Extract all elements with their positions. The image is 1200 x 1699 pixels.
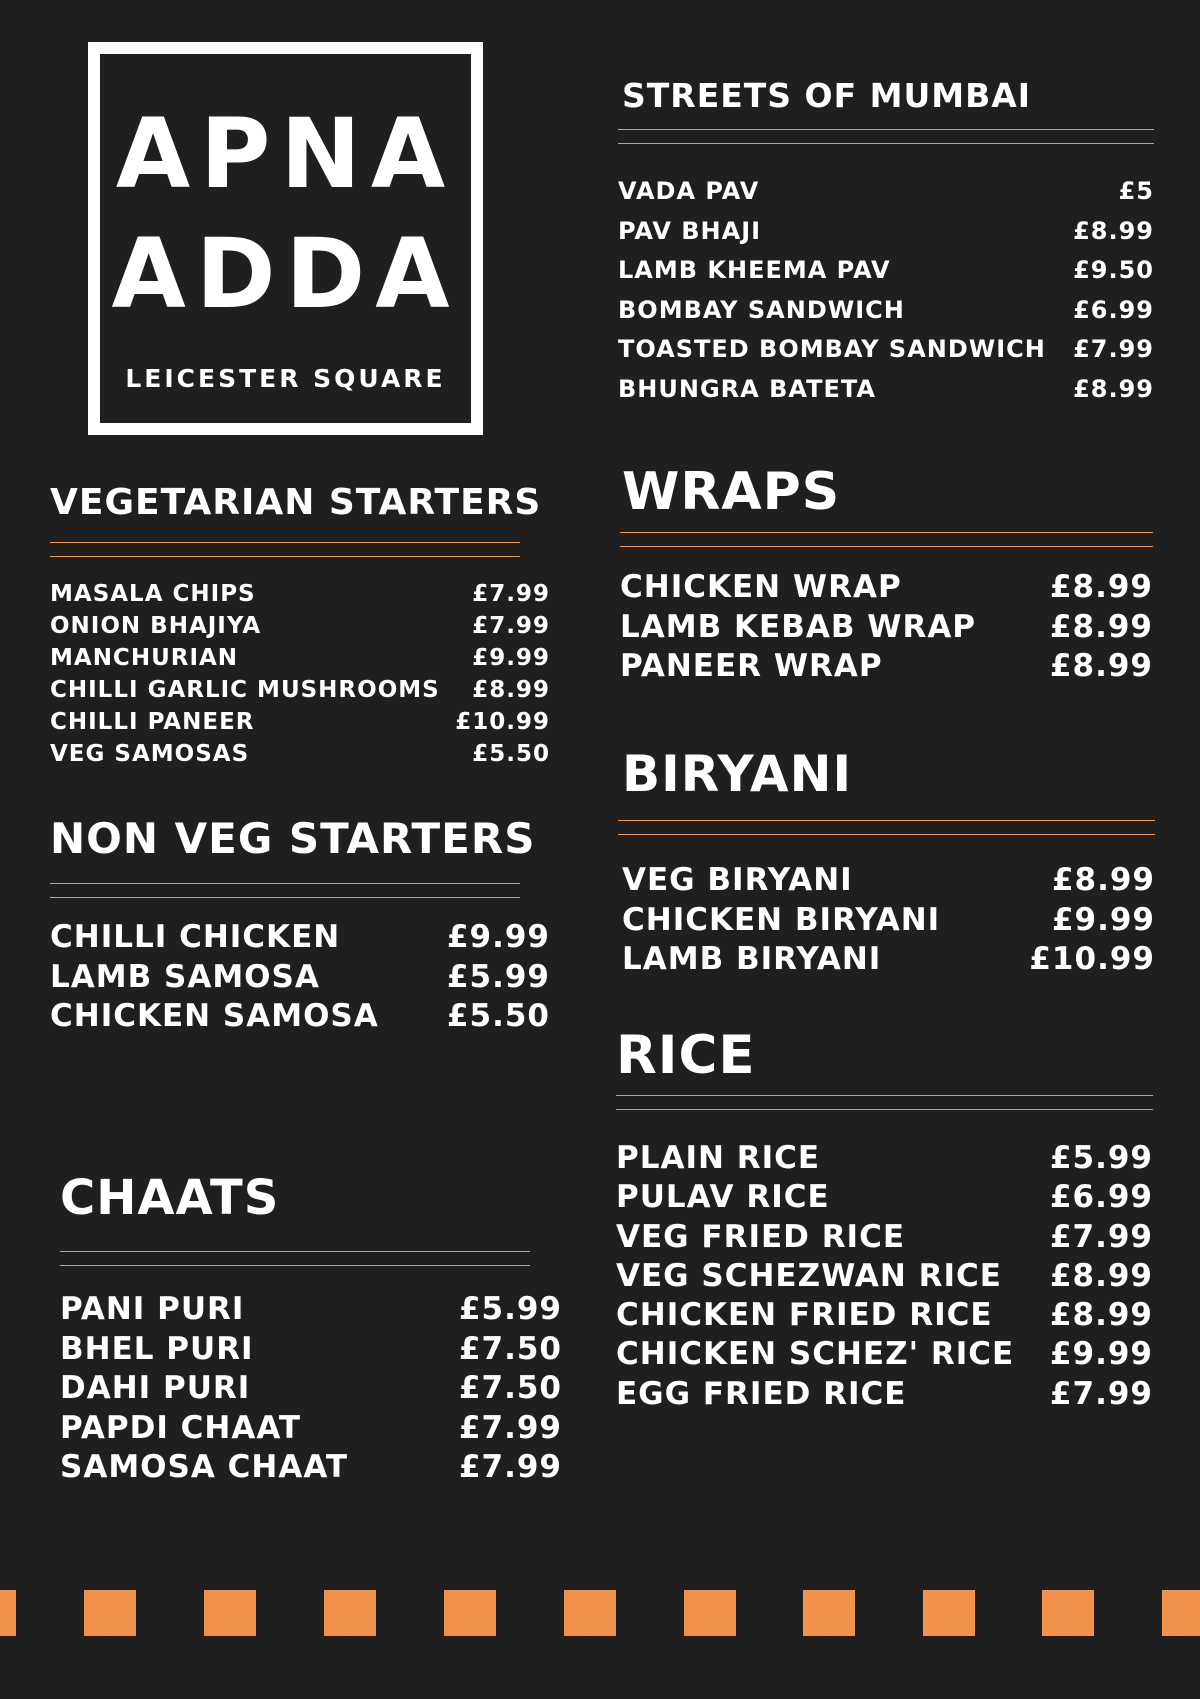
- item-name: CHICKEN BIRYANI: [622, 901, 941, 938]
- menu-item: [616, 1178, 1153, 1217]
- menu-item: [618, 251, 1154, 291]
- menu-item: [616, 1296, 1153, 1335]
- decorative-square: [84, 1590, 136, 1636]
- menu-item: [616, 1139, 1153, 1178]
- logo-subtitle: LEICESTER SQUARE: [125, 364, 446, 393]
- item-price: £7.50: [458, 1330, 562, 1367]
- section-vegetarian-starters: [50, 480, 550, 780]
- item-name: SAMOSA CHAAT: [60, 1449, 349, 1485]
- section-chaats: [60, 1170, 562, 1490]
- menu-item: [618, 172, 1154, 212]
- menu-item: [622, 940, 1155, 980]
- decorative-square: [684, 1590, 736, 1636]
- item-price: £5.99: [446, 958, 550, 995]
- divider: [618, 129, 1154, 130]
- divider: [618, 834, 1155, 835]
- section-title: WRAPS: [622, 462, 841, 522]
- item-name: BHUNGRA BATETA: [618, 374, 876, 403]
- item-price: £7.99: [1049, 1375, 1153, 1412]
- item-name: LAMB SAMOSA: [50, 958, 320, 995]
- item-name: CHICKEN SCHEZ' RICE: [616, 1336, 1015, 1373]
- menu-item: [60, 1290, 562, 1330]
- item-price: £7.99: [458, 1409, 562, 1446]
- menu-item: [50, 918, 550, 958]
- decorative-squares: [0, 1590, 1200, 1636]
- menu-item: [620, 608, 1153, 648]
- section-streets-of-mumbai: [618, 72, 1154, 412]
- item-name: PAPDI CHAAT: [60, 1409, 302, 1446]
- item-name: VEG SCHEZWAN RICE: [616, 1257, 1002, 1294]
- section-title: BIRYANI: [622, 745, 853, 803]
- item-list: [50, 578, 550, 770]
- menu-item: [50, 578, 550, 610]
- menu-item: [616, 1335, 1153, 1374]
- logo-line-1: APNA: [115, 98, 456, 210]
- menu-item: [622, 901, 1155, 941]
- menu-item: [50, 674, 550, 706]
- item-name: PULAV RICE: [616, 1179, 830, 1216]
- menu-item: [618, 370, 1154, 410]
- divider: [618, 820, 1155, 821]
- item-price: £9.50: [1073, 256, 1154, 284]
- item-name: EGG FRIED RICE: [616, 1375, 907, 1412]
- divider: [50, 556, 520, 557]
- item-name: CHILLI GARLIC MUSHROOMS: [50, 677, 440, 703]
- item-list: [50, 918, 550, 1037]
- item-price: £10.99: [455, 709, 550, 735]
- menu-item: [60, 1369, 562, 1409]
- menu-item: [50, 706, 550, 738]
- item-name: PAV BHAJI: [618, 216, 762, 245]
- item-price: £8.99: [1049, 648, 1153, 684]
- menu-item: [622, 861, 1155, 901]
- item-list: [620, 568, 1153, 687]
- item-price: £7.99: [472, 613, 550, 639]
- item-price: £10.99: [1029, 941, 1155, 977]
- item-name: PANI PURI: [60, 1291, 245, 1327]
- decorative-square: [324, 1590, 376, 1636]
- decorative-square: [204, 1590, 256, 1636]
- section-wraps: [620, 462, 1153, 692]
- section-biryani: [618, 745, 1155, 985]
- item-name: CHILLI CHICKEN: [50, 919, 341, 955]
- section-non-veg-starters: [50, 812, 550, 1042]
- item-price: £8.99: [1049, 569, 1153, 605]
- divider: [60, 1265, 530, 1266]
- menu-item: [618, 330, 1154, 370]
- decorative-square: [1162, 1590, 1200, 1636]
- menu-item: [618, 212, 1154, 252]
- item-name: PANEER WRAP: [620, 648, 883, 684]
- item-price: £5: [1118, 177, 1154, 205]
- divider: [50, 883, 520, 884]
- item-name: CHICKEN FRIED RICE: [616, 1297, 993, 1334]
- item-price: £7.99: [1049, 1218, 1153, 1255]
- item-price: £8.99: [1073, 374, 1154, 403]
- item-price: £6.99: [1073, 295, 1154, 324]
- divider: [618, 143, 1154, 144]
- item-name: VEG SAMOSAS: [50, 741, 250, 767]
- item-name: LAMB BIRYANI: [622, 941, 882, 977]
- item-price: £7.99: [1073, 335, 1154, 363]
- item-price: £8.99: [1051, 862, 1155, 898]
- divider: [616, 1095, 1153, 1096]
- divider: [50, 897, 520, 898]
- item-price: £9.99: [472, 645, 550, 671]
- menu-item: [616, 1375, 1153, 1414]
- item-price: £8.99: [1049, 608, 1153, 645]
- item-name: MASALA CHIPS: [50, 581, 256, 607]
- item-price: £7.99: [458, 1449, 562, 1485]
- item-price: £8.99: [1049, 1297, 1153, 1334]
- item-price: £7.99: [472, 581, 550, 607]
- item-name: CHICKEN WRAP: [620, 569, 902, 605]
- item-list: [622, 861, 1155, 980]
- item-name: LAMB KHEEMA PAV: [618, 256, 891, 284]
- item-price: £5.50: [446, 998, 550, 1034]
- menu-item: [50, 958, 550, 998]
- menu-item: [50, 610, 550, 642]
- divider: [50, 542, 520, 543]
- item-price: £8.99: [1049, 1257, 1153, 1294]
- item-name: VEG BIRYANI: [622, 862, 853, 898]
- item-name: VEG FRIED RICE: [616, 1218, 906, 1255]
- decorative-square: [444, 1590, 496, 1636]
- item-price: £9.99: [1049, 1336, 1153, 1373]
- menu-item: [60, 1409, 562, 1449]
- item-name: BHEL PURI: [60, 1330, 254, 1367]
- item-name: PLAIN RICE: [616, 1140, 821, 1176]
- decorative-square: [0, 1590, 16, 1636]
- item-name: ONION BHAJIYA: [50, 613, 262, 639]
- item-price: £5.99: [1049, 1140, 1153, 1176]
- item-list: [616, 1139, 1153, 1414]
- section-title: VEGETARIAN STARTERS: [50, 482, 542, 523]
- menu-item: [620, 568, 1153, 608]
- menu-item: [616, 1257, 1153, 1296]
- item-price: £8.99: [472, 677, 550, 703]
- divider: [620, 532, 1153, 533]
- item-name: VADA PAV: [618, 177, 760, 205]
- item-list: [60, 1290, 562, 1488]
- divider: [616, 1109, 1153, 1110]
- section-title: NON VEG STARTERS: [50, 814, 536, 863]
- menu-item: [50, 642, 550, 674]
- item-name: CHILLI PANEER: [50, 709, 255, 735]
- menu-item: [620, 647, 1153, 687]
- decorative-square: [923, 1590, 975, 1636]
- item-price: £8.99: [1073, 216, 1154, 245]
- menu-item: [618, 291, 1154, 331]
- menu-item: [60, 1330, 562, 1370]
- item-name: LAMB KEBAB WRAP: [620, 608, 977, 645]
- section-title: STREETS OF MUMBAI: [622, 76, 1032, 115]
- item-price: £7.50: [458, 1370, 562, 1406]
- logo-line-2: ADDA: [111, 218, 460, 330]
- item-name: BOMBAY SANDWICH: [618, 295, 905, 324]
- item-name: MANCHURIAN: [50, 645, 239, 671]
- decorative-square: [1042, 1590, 1094, 1636]
- menu-item: [50, 997, 550, 1037]
- item-price: £5.99: [458, 1291, 562, 1327]
- section-title: CHAATS: [60, 1170, 280, 1226]
- item-name: DAHI PURI: [60, 1370, 251, 1406]
- section-title: RICE: [616, 1025, 756, 1086]
- logo: [88, 42, 483, 435]
- decorative-square: [803, 1590, 855, 1636]
- divider: [620, 546, 1153, 547]
- decorative-square: [564, 1590, 616, 1636]
- section-rice: [616, 1025, 1153, 1425]
- menu-item: [616, 1218, 1153, 1257]
- item-name: CHICKEN SAMOSA: [50, 998, 379, 1034]
- item-list: [618, 172, 1154, 409]
- divider: [60, 1251, 530, 1252]
- item-price: £9.99: [446, 919, 550, 955]
- menu-item: [60, 1448, 562, 1488]
- item-price: £9.99: [1051, 901, 1155, 938]
- item-price: £6.99: [1049, 1179, 1153, 1216]
- menu-item: [50, 738, 550, 770]
- item-price: £5.50: [472, 741, 550, 767]
- item-name: TOASTED BOMBAY SANDWICH: [618, 335, 1046, 363]
